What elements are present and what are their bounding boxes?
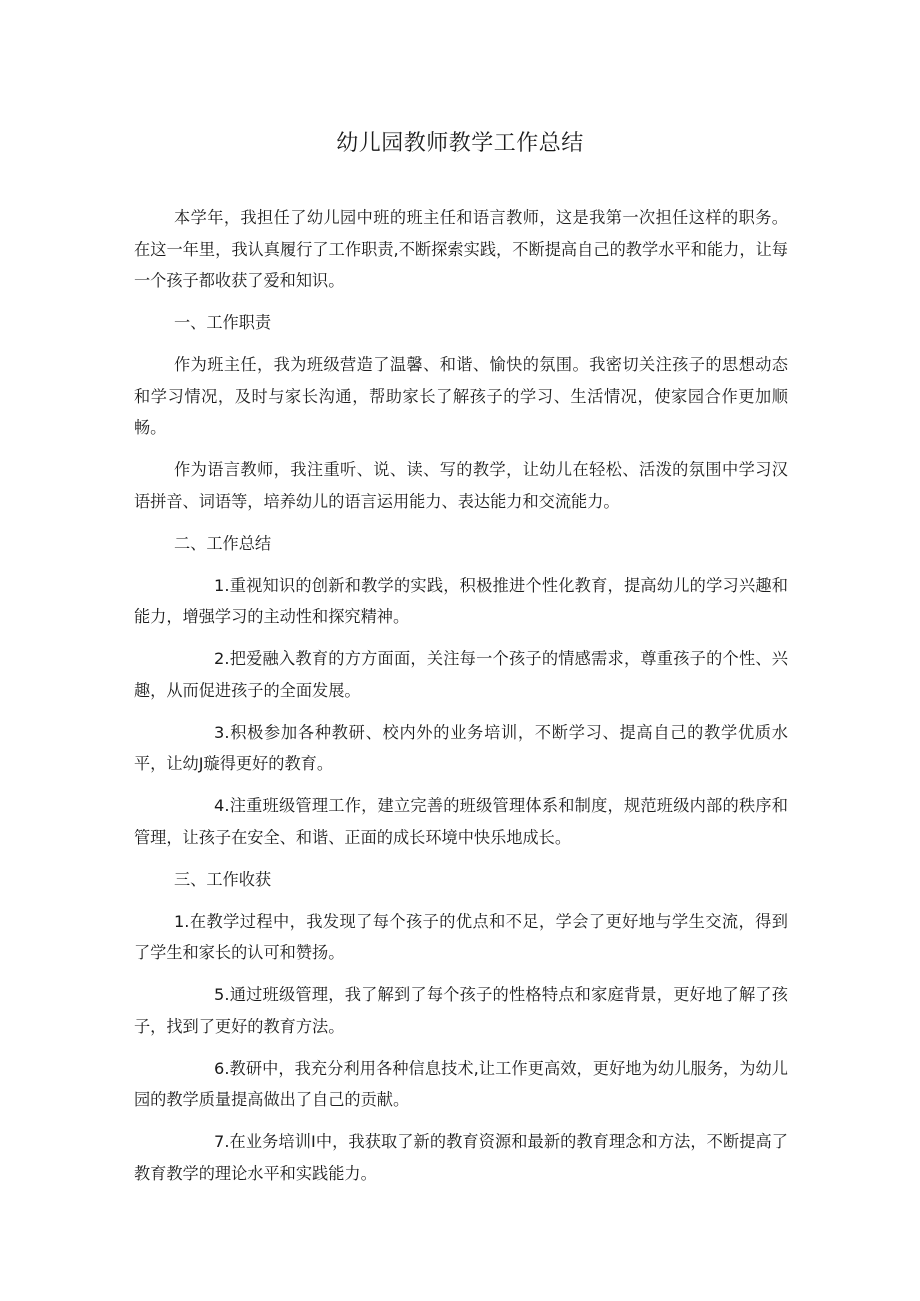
- item-text: .通过班级管理，我了解到了每个孩子的性格特点和家庭背景，更好地了解了孩子，找到了更好的教育方法。: [134, 985, 788, 1036]
- item-number: 6: [214, 1058, 225, 1078]
- item-number: 5: [214, 985, 225, 1004]
- duties-paragraph-2: 作为语言教师，我注重听、说、读、写的教学，让幼儿在轻松、活泼的氛围中学习汉语拼音、词语等，培养幼儿的语言运用能力、表达能力和交流能力。: [134, 460, 788, 511]
- section-heading-summary: 二、工作总结: [174, 533, 272, 553]
- gains-item-1: 1.在教学过程中，我发现了每个孩子的优点和不足，学会了更好地与学生交流，得到了学生和家长的认可和赞扬。: [134, 911, 788, 962]
- gains-item-6: [134, 1053, 788, 1116]
- document-title: 幼儿园教师教学工作总结: [336, 131, 584, 156]
- gains-item-5: [134, 979, 788, 1042]
- item-number: 7: [214, 1132, 225, 1151]
- item-text: .把爱融入教育的方方面面，关注每一个孩子的情感需求，尊重孩子的个性、兴趣，从而促进孩子的全面发展。: [134, 649, 788, 700]
- intro-paragraph: 本学年，我担任了幼儿园中班的班主任和语言教师，这是我第一次担任这样的职务。在这一年里，我认真履行了工作职责,不断探索实践，不断提高自己的教学水平和能力，让每一个孩子都收获了爱和知识。: [134, 208, 788, 290]
- summary-item-4: [134, 790, 788, 853]
- summary-item-1: [134, 570, 788, 633]
- item-text: .在业务培训I中，我获取了新的教育资源和最新的教育理念和方法，不断提高了教育教学的理论水平和实践能力。: [134, 1132, 788, 1183]
- item-text: .注重班级管理工作，建立完善的班级管理体系和制度，规范班级内部的秩序和管理，让孩子在安全、和谐、正面的成长环境中快乐地成长。: [134, 796, 788, 847]
- item-text: .教研中，我充分利用各种信息技术,让工作更高效，更好地为幼儿服务，为幼儿园的教学质量提高做出了自己的贡献。: [134, 1058, 788, 1109]
- summary-item-3: [134, 717, 788, 780]
- section-heading-gains: 三、工作收获: [174, 869, 272, 889]
- section-heading-duties: 一、工作职责: [174, 313, 272, 332]
- item-number: 3: [214, 722, 225, 742]
- document-body: [134, 202, 788, 1200]
- item-text: .积极参加各种教研、校内外的业务培训，不断学习、提高自己的教学优质水平，让幼J璇得更好的教育。: [134, 722, 788, 773]
- duties-paragraph-1: 作为班主任，我为班级营造了温馨、和谐、愉快的氛围。我密切关注孩子的思想动态和学习情况，及时与家长沟通，帮助家长了解孩子的学习、生活情况，使家园合作更加顺畅。: [134, 355, 788, 437]
- item-number: 1: [214, 575, 225, 595]
- item-text: .重视知识的创新和教学的实践，积极推进个性化教育，提高幼儿的学习兴趣和能力，增强学习的主动性和探究精神。: [134, 575, 788, 626]
- gains-item-7: [134, 1126, 788, 1189]
- item-number: 4: [214, 796, 225, 815]
- item-number: 2: [214, 649, 225, 668]
- summary-item-2: [134, 643, 788, 706]
